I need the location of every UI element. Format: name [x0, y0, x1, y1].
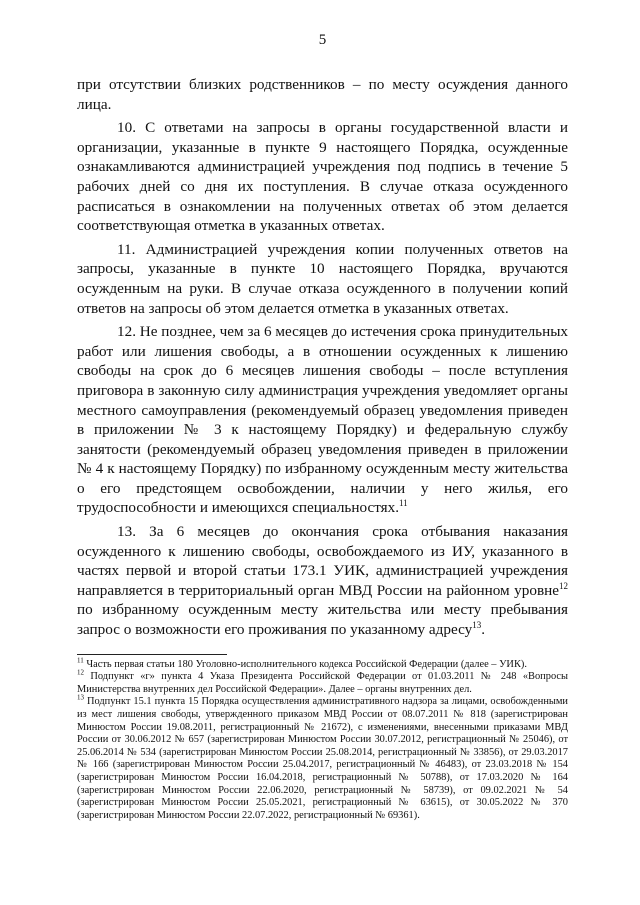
- footnote-ref-11[interactable]: 11: [399, 498, 408, 509]
- paragraph-11: [77, 240, 568, 318]
- footnote-number: 12: [77, 668, 84, 677]
- footnote-number: 13: [77, 693, 84, 702]
- paragraph-text: .: [481, 621, 486, 639]
- footnote-text: Часть первая статьи 180 Уголовно-исполнительного кодекса Российской Федерации (далее – УИК).: [83, 658, 527, 670]
- paragraph-text: 11. Администрацией учреждения копии полученных ответов на запросы, указанные в пункте 10 настоящего Порядка, вручаются осужденным на руки. В случае отказа осужденного в получении копий ответов на запросы об этом делается отметка в указанных ответах.: [77, 240, 568, 317]
- paragraph-text: 10. С ответами на запросы в органы государственной власти и организации, указанные в пункте 9 настоящего Порядка, осужденные ознакамливаются администрацией учреждения под подпись в течение 5 рабочих дней со дня их поступления. В случае отказа осужденного расписаться в ознакомлении на полученных ответах об этом делается соответствующая отметка в указанных ответах.: [77, 119, 568, 235]
- footnote-text: Подпункт «г» пункта 4 Указа Президента Российской Федерации от 01.03.2011 № 248 «Вопросы Министерства внутренних дел Российской Федерации». Далее – органы внутренних дел.: [77, 671, 568, 695]
- paragraph-12: [77, 322, 568, 518]
- paragraph-10: [77, 118, 568, 236]
- footnote-divider: [77, 654, 227, 655]
- paragraph-text: при отсутствии близких родственников – по месту осуждения данного лица.: [77, 76, 568, 113]
- paragraph-text: 13. За 6 месяцев до окончания срока отбывания наказания осужденного к лишению свободы, освобождаемого из ИУ, указанного в частях первой и второй статьи 173.1 УИК, администрацией учреждения направляется в территориальный орган МВД России на районном уровне: [77, 523, 568, 599]
- footnote-text: Подпункт 15.1 пункта 15 Порядка осуществления административного надзора за лицами, освобожденными из мест лишения свободы, утвержденного приказом МВД России от 08.07.2011 № 818 (зарегистрирован Минюстом России 19.08.2011, регистрационный № 21672), с изменениями, внесенными приказами МВД России от 30.06.2012 № 657 (зарегистрирован Минюстом России 30.07.2012, регистрационный № 25046), от 25.06.2014 № 534 (зарегистрирован Минюстом России 25.08.2014, регистрационный № 33856), от 29.03.2017 № 166 (зарегистрирован Минюстом России 25.04.2017, регистрационный № 46483), от 23.03.2018 № 154 (зарегистрирован Минюстом России 16.04.2018, регистрационный № 50788), от 17.03.2020 № 164 (зарегистрирован Минюстом России 22.06.2020, регистрационный № 58739), от 09.02.2021 № 54 (зарегистрирован Минюстом России 25.05.2021, регистрационный № 63615), от 30.05.2022 № 370 (зарегистрирован Минюстом России 22.07.2022, регистрационный № 69361).: [77, 696, 568, 821]
- paragraph-text: по избранному осужденным месту жительства или месту пребывания запрос о возможности его проживания по указанному адресу: [77, 601, 568, 639]
- paragraph-text: 12. Не позднее, чем за 6 месяцев до истечения срока принудительных работ или лишения свободы, а в отношении осужденных к лишению свободы на срок до 6 месяцев лишения свободы – после вступления приговора в законную силу администрация учреждения уведомляет органы местного самоуправления (рекомендуемый образец уведомления приведен в приложении № 3 к настоящему Порядку) и федеральную службу занятости (рекомендуемый образец уведомления приведен в приложении № 4 к настоящему Порядку) по избранному осужденным месту жительства о его предстоящем освобождении, наличии у него жилья, его трудоспособности и имеющихся специальностях.: [77, 323, 568, 517]
- footnote-11: [77, 656, 568, 672]
- paragraph-continuation: [77, 75, 568, 114]
- footnote-ref-12[interactable]: 12: [559, 580, 568, 591]
- footnote-13: [77, 693, 568, 822]
- footnote-number: 11: [77, 656, 84, 665]
- footnote-12: [77, 668, 568, 696]
- page-number: 5: [318, 32, 327, 48]
- paragraph-13: [77, 522, 568, 640]
- footnote-ref-13[interactable]: 13: [472, 619, 482, 630]
